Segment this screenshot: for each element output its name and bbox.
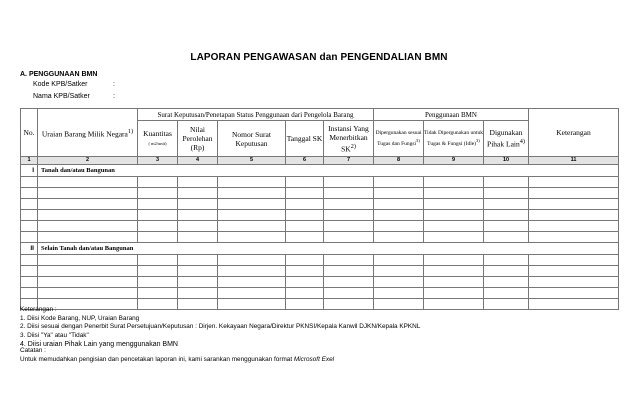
- report-title: LAPORAN PENGAWASAN dan PENGENDALIAN BMN: [190, 52, 448, 63]
- table-cell: [21, 288, 38, 299]
- meta-label: Nama KPB/Satker: [33, 93, 90, 100]
- table-cell: [484, 210, 529, 221]
- table-cell: [424, 288, 484, 299]
- table-cell: [21, 210, 38, 221]
- table-cell: [324, 266, 374, 277]
- header-kuantitas: Kuantitas ( m2/unit): [138, 121, 178, 157]
- column-number: 8: [374, 157, 424, 165]
- header-keterangan: Keterangan: [529, 109, 619, 157]
- group-number: II: [21, 243, 38, 255]
- table-cell: [38, 288, 138, 299]
- table-cell: [424, 255, 484, 266]
- table-row: [21, 232, 619, 243]
- column-number: 9: [424, 157, 484, 165]
- table-cell: [138, 277, 178, 288]
- table-cell: [38, 221, 138, 232]
- column-number: 1: [21, 157, 38, 165]
- table-row: [21, 221, 619, 232]
- table-cell: [21, 266, 38, 277]
- table-cell: [424, 266, 484, 277]
- meta-colon: :: [113, 93, 115, 100]
- column-number: 2: [38, 157, 138, 165]
- meta-label: Kode KPB/Satker: [33, 81, 88, 88]
- table-cell: [286, 177, 324, 188]
- note-item: 4. Diisi uraian Pihak Lain yang menggunakan BMN: [20, 340, 178, 348]
- table-cell: [424, 221, 484, 232]
- table-cell: [529, 177, 619, 188]
- table-cell: [286, 221, 324, 232]
- table-cell: [484, 232, 529, 243]
- table-cell: [424, 232, 484, 243]
- table-cell: [529, 210, 619, 221]
- table-cell: [138, 199, 178, 210]
- table-cell: [286, 255, 324, 266]
- table-cell: [324, 255, 374, 266]
- table-cell: [484, 266, 529, 277]
- table-cell: [374, 199, 424, 210]
- group-row-tanah: [21, 165, 619, 177]
- table-cell: [138, 177, 178, 188]
- table-cell: [218, 232, 286, 243]
- table-cell: [178, 188, 218, 199]
- table-cell: [529, 188, 619, 199]
- column-number-row: [21, 157, 619, 165]
- table-cell: [21, 221, 38, 232]
- table-cell: [324, 199, 374, 210]
- table-row: [21, 288, 619, 299]
- table-cell: [484, 288, 529, 299]
- column-number: 7: [324, 157, 374, 165]
- table-cell: [38, 188, 138, 199]
- table-cell: [374, 221, 424, 232]
- group-number: I: [21, 165, 38, 177]
- column-number: 11: [529, 157, 619, 165]
- header-pihak-lain: Digunakan Pihak Lain$^{4)}$: [484, 121, 529, 157]
- table-cell: [529, 199, 619, 210]
- table-cell: [286, 210, 324, 221]
- table-cell: [38, 266, 138, 277]
- catatan: [20, 347, 334, 364]
- table-cell: [218, 210, 286, 221]
- table-cell: [424, 210, 484, 221]
- section-heading: A. PENGGUNAAN BMN: [20, 71, 98, 78]
- header-sesuai-tupoksi: Dipergunakan sesuai Tugas dan Fungsi$^{3)}$: [374, 121, 424, 157]
- table-row: [21, 277, 619, 288]
- table-cell: [286, 266, 324, 277]
- column-number: 5: [218, 157, 286, 165]
- table-cell: [21, 277, 38, 288]
- table-cell: [529, 232, 619, 243]
- table-cell: [218, 277, 286, 288]
- table-cell: [374, 232, 424, 243]
- catatan-format: Microsoft Exel: [293, 355, 335, 363]
- table-cell: [21, 199, 38, 210]
- table-cell: [138, 221, 178, 232]
- table-cell: [286, 232, 324, 243]
- table-cell: [286, 288, 324, 299]
- table-cell: [178, 210, 218, 221]
- header-tidak-sesuai-tupoksi: Tidak Dipergunakan untuk Tugas & Fungsi (Idle)$^{3)}$: [424, 121, 484, 157]
- table-cell: [529, 221, 619, 232]
- table-cell: [286, 277, 324, 288]
- table-cell: [484, 177, 529, 188]
- table-cell: [138, 288, 178, 299]
- table-cell: [138, 210, 178, 221]
- note-item: 2. Diisi sesuai dengan Penerbit Surat Persetujuan/Keputusan : Dirjen. Kekayaan Negara/Direktur PKNSI/Kepala Kanwil DJKN/Kepala KPKNL: [20, 323, 421, 331]
- table-cell: [218, 188, 286, 199]
- table-row: [21, 199, 619, 210]
- table-row: [21, 266, 619, 277]
- table-cell: [529, 266, 619, 277]
- table-cell: [178, 277, 218, 288]
- table-cell: [21, 232, 38, 243]
- table-cell: [529, 299, 619, 310]
- table-cell: [484, 255, 529, 266]
- table-cell: [178, 232, 218, 243]
- table-cell: [374, 277, 424, 288]
- table-cell: [374, 177, 424, 188]
- header-group-penggunaan: Penggunaan BMN: [374, 109, 529, 121]
- header-instansi: Instansi Yang Menerbitkan SK$^{2)}$: [324, 121, 374, 157]
- table-cell: [424, 299, 484, 310]
- table-cell: [178, 288, 218, 299]
- table-cell: [484, 188, 529, 199]
- group-label: Tanah dan/atau Bangunan: [38, 165, 619, 177]
- table-cell: [424, 177, 484, 188]
- notes: [20, 306, 420, 350]
- table-cell: [424, 199, 484, 210]
- table-cell: [324, 177, 374, 188]
- column-number: 4: [178, 157, 218, 165]
- table-cell: [374, 255, 424, 266]
- header-no: No.: [21, 109, 38, 157]
- table-row: [21, 188, 619, 199]
- table-cell: [21, 177, 38, 188]
- meta-nama-satker: [33, 93, 115, 100]
- header-uraian: Uraian Barang Milik Negara$^{1)}$: [38, 109, 138, 157]
- table-cell: [178, 266, 218, 277]
- header-nilai: Nilai Perolehan (Rp): [178, 121, 218, 157]
- table-row: [21, 177, 619, 188]
- catatan-text: Untuk memudahkan pengisian dan pencetakan laporan ini, kami sarankan menggunakan format Microsoft Exel: [20, 355, 335, 363]
- table-cell: [374, 288, 424, 299]
- table-cell: [21, 188, 38, 199]
- table-cell: [178, 221, 218, 232]
- table-cell: [218, 199, 286, 210]
- table-cell: [38, 277, 138, 288]
- table-cell: [38, 210, 138, 221]
- table-cell: [286, 188, 324, 199]
- table-cell: [374, 188, 424, 199]
- table-cell: [424, 277, 484, 288]
- table-cell: [138, 255, 178, 266]
- note-item: 1. Diisi Kode Barang, NUP, Uraian Barang: [20, 314, 140, 322]
- table-cell: [218, 221, 286, 232]
- table-cell: [138, 188, 178, 199]
- table-cell: [324, 277, 374, 288]
- table-cell: [324, 288, 374, 299]
- table-cell: [178, 177, 218, 188]
- table-row: [21, 210, 619, 221]
- table-cell: [374, 210, 424, 221]
- table-cell: [138, 266, 178, 277]
- meta-colon: :: [113, 81, 115, 88]
- table-cell: [529, 277, 619, 288]
- bmn-table: [20, 108, 619, 310]
- table-cell: [286, 199, 324, 210]
- table-cell: [374, 266, 424, 277]
- table-cell: [38, 199, 138, 210]
- header-nomor-sk: Nomor Surat Keputusan: [218, 121, 286, 157]
- group-row-selain-tanah: [21, 243, 619, 255]
- table-cell: [21, 255, 38, 266]
- header-tanggal-sk: Tanggal SK: [286, 121, 324, 157]
- table-cell: [484, 199, 529, 210]
- header-group-sk: Surat Keputusan/Penetapan Status Penggunaan dari Pengelola Barang: [138, 109, 374, 121]
- notes-heading: Keterangan :: [20, 306, 57, 313]
- table-cell: [324, 221, 374, 232]
- group-label: Selain Tanah dan/atau Bangunan: [38, 243, 619, 255]
- table-cell: [38, 232, 138, 243]
- table-cell: [38, 255, 138, 266]
- column-number: 6: [286, 157, 324, 165]
- table-cell: [218, 255, 286, 266]
- table-cell: [218, 177, 286, 188]
- table-cell: [529, 288, 619, 299]
- table-row: [21, 255, 619, 266]
- meta-kode-satker: [33, 81, 115, 88]
- table-cell: [38, 177, 138, 188]
- table-cell: [324, 188, 374, 199]
- table-cell: [178, 255, 218, 266]
- column-number: 10: [484, 157, 529, 165]
- table-cell: [424, 188, 484, 199]
- table-cell: [324, 232, 374, 243]
- table-cell: [484, 221, 529, 232]
- table-cell: [218, 288, 286, 299]
- table-cell: [138, 232, 178, 243]
- note-item: 3. Diisi "Ya" atau "Tidak": [20, 332, 89, 340]
- table-cell: [178, 199, 218, 210]
- catatan-heading: Catatan :: [20, 347, 46, 354]
- table-cell: [218, 266, 286, 277]
- column-number: 3: [138, 157, 178, 165]
- table-cell: [484, 299, 529, 310]
- table-cell: [324, 210, 374, 221]
- table-cell: [484, 277, 529, 288]
- table-cell: [529, 255, 619, 266]
